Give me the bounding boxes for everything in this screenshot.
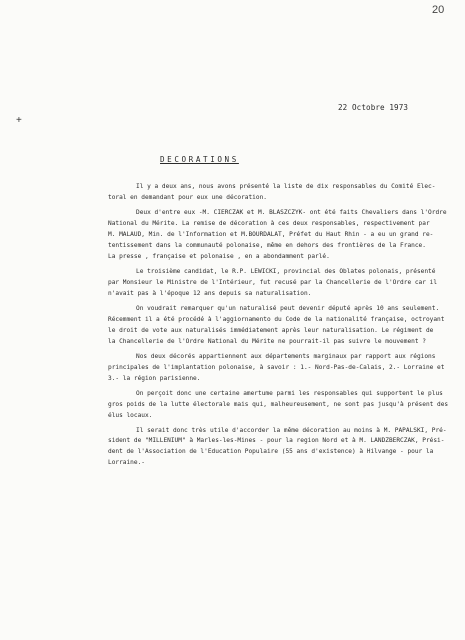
text-line: sident de "MILLENIUM" à Marles-les-Mines - pour la region Nord et à M. LANDZBERCZAK, Prési- (108, 437, 445, 445)
paragraph-4 (108, 304, 458, 348)
text-line: Lorraine.- (108, 459, 145, 467)
text-line: National du Mérite. La remise de décoration à ces deux responsables, respectivement par (108, 219, 430, 227)
text-line: par Monsieur le Ministre de l'Intérieur, fut recusé par la Chancellerie de l'Ordre car il (108, 278, 438, 286)
text-line: 3.- la région parisienne. (108, 374, 201, 382)
text-line: On perçoit donc une certaine amertume parmi les responsables qui supportent le plus (136, 389, 443, 397)
text-line: dent de l'Association de l'Education Populaire (55 ans d'existence) à Hilvange - pour la (108, 448, 434, 456)
text-line: Il y a deux ans, nous avons présenté la liste de dix responsables du Comité Elec- (136, 183, 436, 190)
paragraph-5 (108, 352, 458, 385)
paragraph-6 (108, 389, 458, 422)
text-line: La presse , française et polonaise , en a abondamment parlé. (108, 252, 330, 260)
text-line: élus locaux. (108, 411, 153, 419)
text-line: Le troisième candidat, le R.P. LEWICKI, provincial des Oblates polonais, présenté (136, 267, 436, 275)
text-line: le droit de vote aux naturalisés immédiatement après leur naturalisation. Le régiment de (108, 326, 434, 334)
text-line: On voudrait remarquer qu'un naturalisé peut devenir député après 10 ans seulement. (136, 304, 440, 312)
text-line: M. MALAUD, Min. de l'Information et M.BOURDALAT, Préfet du Haut Rhin - a eu un grand re- (108, 230, 434, 238)
text-line: principales de l'implantation polonaise, à savoir : 1.- Nord-Pas-de-Calais, 2.- Lorraine et (108, 363, 445, 371)
document-title: DECORATIONS (160, 155, 239, 164)
page-number: 20 (432, 4, 445, 16)
text-line: Deux d'entre eux -M. CIERCZAK et M. BLASZCZYK- ont été faits Chevaliers dans l'Ordre (136, 208, 447, 216)
text-line: Il serait donc très utile d'accorder la même décoration au moins à M. PAPALSKI, Pré- (136, 426, 447, 434)
letter-date: 22 Octobre 1973 (338, 103, 409, 112)
text-line: tentissement dans la communauté polonaise, même en dehors des frontières de la France. (108, 241, 426, 249)
paragraph-1 (108, 182, 458, 204)
text-line: la Chancellerie de l'Ordre National du Mérite ne pourrait-il pas suivre le mouvement ? (108, 337, 426, 345)
paragraph-3 (108, 267, 458, 300)
paragraph-7 (108, 426, 458, 470)
text-line: gros poids de la lutte électorale mais qui, malheureusement, ne sont pas jusqu'à présent des (108, 400, 449, 408)
text-line: n'avait pas à l'époque 12 ans depuis sa naturalisation. (108, 289, 312, 297)
text-line: Nos deux décorés appartiennent aux départements marginaux par rapport aux régions (136, 352, 436, 360)
document-body (108, 182, 458, 470)
margin-cross-mark: + (16, 115, 22, 126)
paragraph-2 (108, 208, 458, 263)
text-line: toral en demandant pour eux une décoration. (108, 193, 267, 201)
text-line: Récemment il a été procédé à l'aggiornamento du Code de la nationalité française, octroyant (108, 315, 445, 323)
